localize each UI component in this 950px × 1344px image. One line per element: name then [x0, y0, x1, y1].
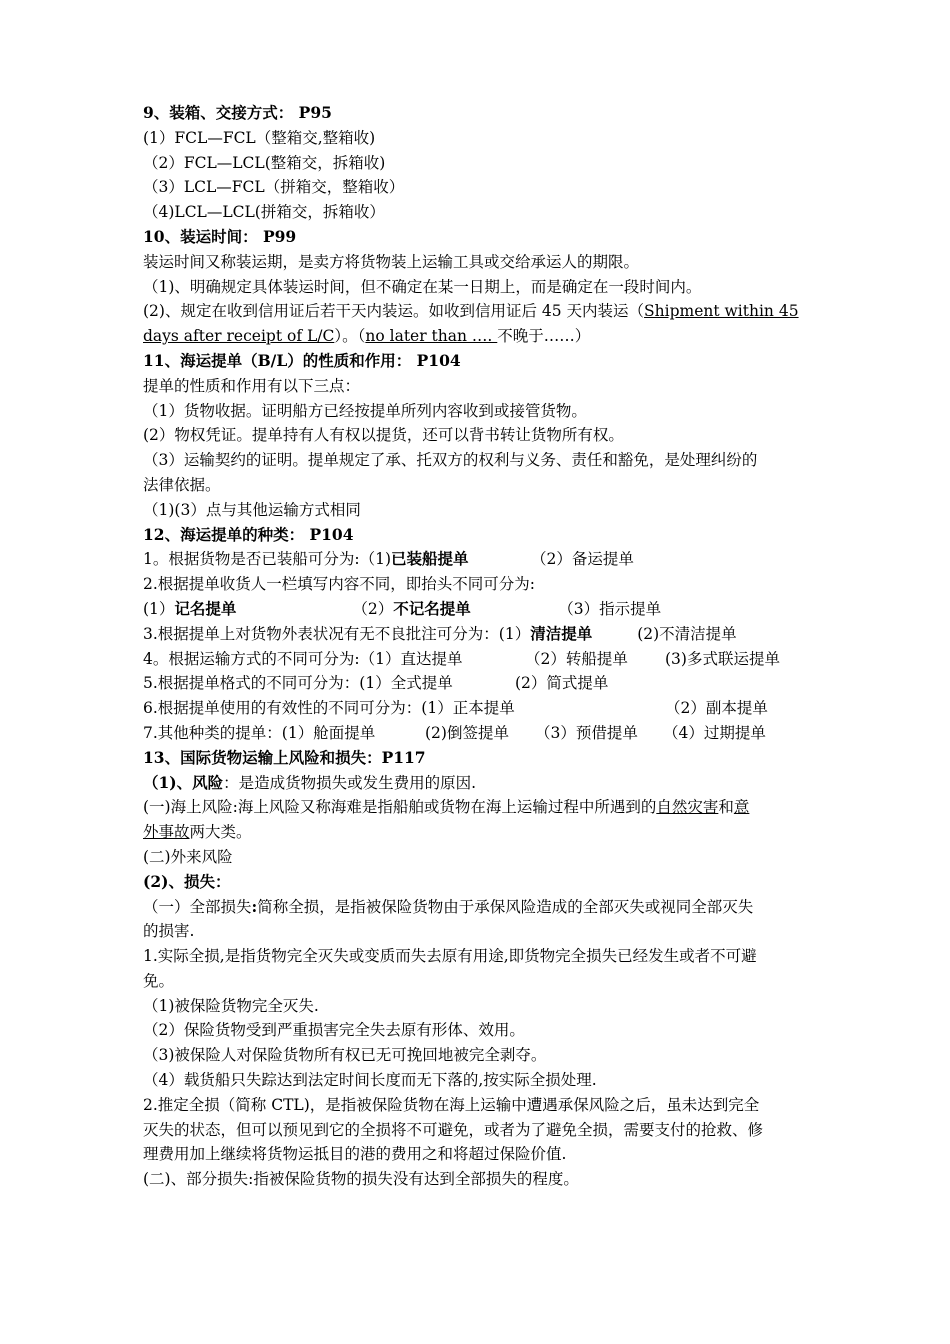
- section-12-heading: 12、海运提单的种类： P104: [143, 524, 354, 544]
- bold-term: 不记名提单: [393, 598, 471, 618]
- section-12-line-7: [143, 696, 808, 721]
- underlined-term: days after receipt of L/C: [143, 327, 335, 346]
- text-span: （一）全部损失: [143, 897, 252, 916]
- marine-risk-line-2: [143, 820, 808, 845]
- text-span: ）。（: [334, 327, 366, 346]
- section-11-heading: 11、海运提单（B/L）的性质和作用： P104: [143, 350, 461, 370]
- section-10-point-2-line-2: [143, 324, 808, 349]
- text-span: 两大类。: [189, 823, 252, 842]
- actual-total-loss-line-1: 1.实际全损,是指货物完全灭失或变质而失去原有用途,即货物完全损失已经发生或者不可避: [143, 947, 757, 966]
- constructive-total-loss-line-2: 灭失的状态，但可以预见到它的全损将不可避免，或者为了避免全损，需要支付的抢救、修: [143, 1120, 764, 1139]
- text-span: 简称全损，是指被保险货物由于承保风险造成的全部灭失或视同全部灭失: [257, 897, 754, 916]
- text-span: （3）指示提单: [558, 599, 662, 618]
- underlined-term: 自然灾害: [656, 798, 719, 817]
- underlined-term: 外事故: [143, 823, 190, 842]
- actual-total-loss-item: （4）载货船只失踪达到法定时间长度而无下落的,按实际全损处理.: [143, 1071, 597, 1090]
- text-span: 7.其他种类的提单：(1）舱面提单: [143, 723, 376, 742]
- text-span: （2）: [352, 599, 394, 618]
- section-10-point-1: （1)、明确规定具体装运时间，但不确定在某一日期上，而是确定在一段时间内。: [143, 277, 702, 296]
- section-13-heading: 13、国际货物运输上风险和损失：P117: [143, 747, 426, 767]
- section-10-heading: 10、装运时间： P99: [143, 226, 297, 246]
- section-12-line-4: [143, 622, 808, 647]
- text-span: （2）备运提单: [531, 550, 634, 569]
- bold-term: :: [251, 896, 258, 916]
- text-span: 不晚于……）: [497, 327, 591, 346]
- section-11-point-3-line-1: （3）运输契约的证明。提单规定了承、托双方的权利与义务、责任和豁免，是处理纠纷的: [143, 451, 758, 470]
- external-risk: (二)外来风险: [143, 847, 233, 866]
- bold-term: 清洁提单: [530, 623, 593, 643]
- text-span: (2)倒签提单: [425, 723, 509, 742]
- bold-term: （1)、风险: [143, 772, 224, 792]
- section-9-item: (1）FCL—FCL（整箱交,整箱收): [143, 128, 376, 147]
- section-11-intro: 提单的性质和作用有以下三点：: [143, 376, 361, 395]
- actual-total-loss-item: （1)被保险货物完全灭失.: [143, 996, 319, 1015]
- text-span: （4）过期提单: [663, 723, 766, 742]
- loss-heading: (2)、损失：: [143, 871, 231, 891]
- total-loss-line-2: 的损害.: [143, 922, 195, 941]
- section-12-line-6: [143, 671, 808, 696]
- section-9-heading: 9、装箱、交接方式： P95: [143, 103, 332, 122]
- marine-risk-line-1: [143, 795, 808, 820]
- text-span: (2)、规定在收到信用证后若干天内装运。如收到信用证后 45 天内装运（: [143, 302, 645, 321]
- text-span: (一)海上风险:海上风险又称海难是指船舶或货物在海上运输过程中所遇到的: [143, 798, 657, 817]
- section-9-item: （3）LCL—FCL（拼箱交，整箱收）: [143, 178, 405, 197]
- total-loss-line-1: [143, 895, 808, 920]
- bold-term: 记名提单: [174, 598, 237, 618]
- actual-total-loss-item: （2）保险货物受到严重损害完全失去原有形体、效用。: [143, 1021, 525, 1040]
- text-span: ：是造成货物损失或发生费用的原因.: [223, 773, 477, 792]
- underlined-term: Shipment within 45: [644, 302, 799, 321]
- section-10-intro: 装运时间又称装运期，是卖方将货物装上运输工具或交给承运人的期限。: [143, 252, 640, 271]
- text-span: 3.根据提单上对货物外表状况有无不良批注可分为：(1）: [143, 624, 531, 643]
- text-span: (2）简式提单: [515, 674, 609, 693]
- text-span: （2）转船提单: [525, 649, 628, 668]
- constructive-total-loss-line-3: 理费用加上继续将货物运抵目的港的费用之和将超过保险价值.: [143, 1145, 567, 1164]
- section-11-note: （1)(3）点与其他运输方式相同: [143, 500, 361, 519]
- section-12-line-8: [143, 721, 808, 746]
- section-11-point-3-line-2: 法律依据。: [143, 475, 221, 494]
- section-9-item: （2）FCL—LCL(整箱交，拆箱收): [143, 153, 386, 172]
- section-9-item: （4)LCL—LCL(拼箱交，拆箱收）: [143, 203, 385, 222]
- underlined-term: no later than ….: [365, 327, 498, 346]
- bold-term: 已装船提单: [391, 549, 469, 569]
- text-span: (1）: [143, 599, 175, 618]
- constructive-total-loss-line-1: 2.推定全损（简称 CTL)，是指被保险货物在海上运输中遭遇承保风险之后，虽未达到完全: [143, 1095, 760, 1114]
- section-11-point-2: (2）物权凭证。提单持有人有权以提货，还可以背书转让货物所有权。: [143, 426, 624, 445]
- partial-loss: (二)、部分损失:指被保险货物的损失没有达到全部损失的程度。: [143, 1170, 579, 1189]
- text-span: 和: [718, 798, 734, 817]
- section-10-point-2-line-1: [143, 299, 808, 324]
- text-span: 6.根据提单使用的有效性的不同可分为：(1）正本提单: [143, 699, 515, 718]
- text-span: （3）预借提单: [535, 723, 638, 742]
- risk-definition: [143, 771, 808, 796]
- section-12-line-3: [143, 597, 808, 622]
- underlined-term: 意: [733, 798, 750, 817]
- text-span: 4。根据运输方式的不同可分为:（1）直达提单: [143, 649, 463, 668]
- text-span: (2)不清洁提单: [637, 624, 737, 643]
- document-page: [143, 101, 808, 1192]
- section-11-point-1: （1）货物收据。证明船方已经按提单所列内容收到或接管货物。: [143, 401, 587, 420]
- actual-total-loss-line-2: 免。: [143, 971, 175, 990]
- section-12-line-2: 2.根据提单收货人一栏填写内容不同，即抬头不同可分为:: [143, 575, 536, 594]
- section-12-line-1: [143, 547, 808, 572]
- actual-total-loss-item: （3)被保险人对保险货物所有权已无可挽回地被完全剥夺。: [143, 1046, 547, 1065]
- text-span: (3)多式联运提单: [665, 649, 780, 668]
- text-span: 5.根据提单格式的不同可分为：(1）全式提单: [143, 674, 453, 693]
- text-span: 1。根据货物是否已装船可分为:（1): [143, 550, 391, 569]
- section-12-line-5: [143, 647, 808, 672]
- text-span: （2）副本提单: [665, 699, 768, 718]
